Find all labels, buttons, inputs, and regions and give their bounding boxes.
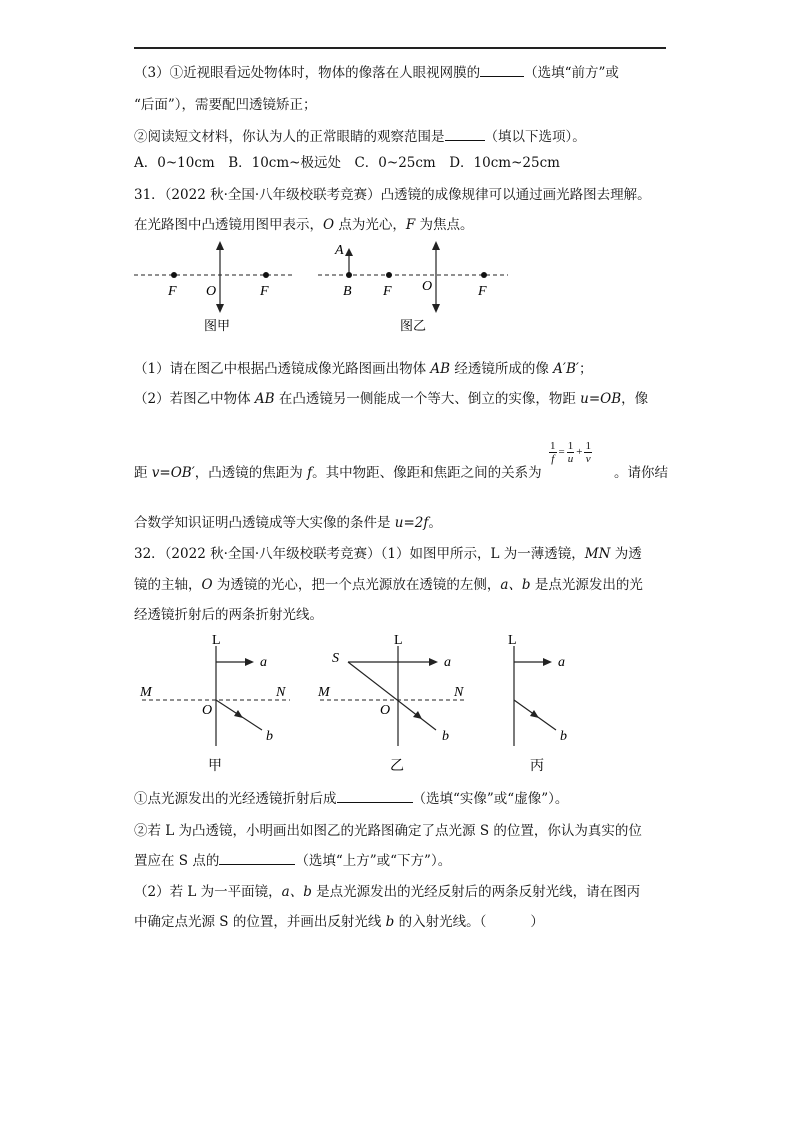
q30-answer-blank-2[interactable] bbox=[445, 128, 485, 141]
label-O: O bbox=[206, 284, 217, 299]
q31-p2-l2-text3: 。其中物距、像距和焦距之间的关系为 bbox=[312, 465, 542, 481]
q31-part2-line2 bbox=[134, 464, 542, 482]
q32-figure-jia bbox=[134, 630, 304, 780]
label-O: O bbox=[380, 703, 391, 718]
q31-figure-yi bbox=[318, 238, 518, 338]
lens-arrow-up-icon bbox=[432, 241, 440, 250]
formula-num-f: 1 bbox=[550, 440, 556, 452]
q32-p2-l2-close: ） bbox=[530, 914, 544, 930]
q32-intro3-text: 经透镜折射后的两条折射光线。 bbox=[134, 607, 323, 623]
label-B: B bbox=[343, 284, 352, 299]
q32-sub2-line1 bbox=[134, 822, 642, 840]
q32-s2-prefix: 置应在 S 点的 bbox=[134, 853, 220, 869]
q32-part2-line2 bbox=[134, 913, 544, 931]
q31-p1-image: A′B′ bbox=[553, 361, 579, 377]
focus-point-left bbox=[386, 272, 392, 278]
q32-p2-b: b bbox=[385, 914, 395, 930]
q32-answer-blank-2[interactable] bbox=[219, 852, 295, 865]
lens-arrow-up-icon bbox=[216, 241, 224, 250]
formula-den-u: u bbox=[567, 453, 574, 465]
q32-intro-line2 bbox=[134, 576, 643, 594]
q31-p2-u: u=OB bbox=[580, 391, 622, 407]
caption-bing: 丙 bbox=[530, 759, 544, 774]
q31-intro-line1 bbox=[134, 186, 651, 204]
q32-title: 32．（2022 秋·全国·八年级校联考竞赛）（1）如图甲所示，L 为一薄透镜， bbox=[134, 546, 585, 562]
q31-p1-AB: AB bbox=[430, 361, 451, 377]
q32-intro2-text2: 为透镜的光心，把一个点光源放在透镜的左侧， bbox=[212, 577, 501, 593]
q32-answer-blank-1[interactable] bbox=[337, 790, 413, 803]
q31-part2-line3 bbox=[134, 514, 442, 532]
q31-intro-text2: 点为光心， bbox=[334, 217, 406, 233]
lens-arrow-down-icon bbox=[432, 304, 440, 313]
q30-part3-line1 bbox=[134, 64, 619, 82]
label-a: a bbox=[260, 655, 267, 670]
q31-p2-f: f bbox=[307, 465, 313, 481]
q32-intro-line1 bbox=[134, 545, 642, 563]
ray-b bbox=[348, 662, 436, 730]
formula-plus: + bbox=[576, 446, 583, 459]
q30-part3-choice: （选填“前方”或 bbox=[524, 65, 619, 81]
q30-part3b-choice: （填以下选项）。 bbox=[484, 129, 586, 145]
q31-intro-text: 在光路图中凸透镜用图甲表示， bbox=[134, 217, 323, 233]
caption-jia: 图甲 bbox=[204, 318, 231, 333]
q32-p2-text: （2）若 L 为一平面镜， bbox=[134, 884, 282, 900]
focus-point-right bbox=[263, 272, 269, 278]
q31-p1-text2: 经透镜所成的像 bbox=[450, 361, 554, 377]
q31-p2-l3-text: 合数学知识证明凸透镜成等大实像的条件是 bbox=[134, 515, 395, 531]
q30-options-text: A．0~10cm B．10cm~极远处 C．0~25cm D．10cm~25cm bbox=[134, 155, 560, 171]
q31-p2-l2-text: 距 bbox=[134, 465, 152, 481]
formula-num-u: 1 bbox=[567, 440, 574, 452]
focus-point-left bbox=[171, 272, 177, 278]
q31-title: 31．（2022 秋·全国·八年级校联考竞赛）凸透镜的成像规律可以通过画光路图去理解。 bbox=[134, 187, 651, 203]
formula-den-f: f bbox=[551, 453, 555, 465]
caption-yi: 图乙 bbox=[400, 318, 427, 333]
q32-s1-text: ①点光源发出的光经透镜折射后成 bbox=[134, 791, 337, 807]
label-a: a bbox=[444, 655, 451, 670]
q31-p1-text: （1）请在图乙中根据凸透镜成像光路图画出物体 bbox=[134, 361, 431, 377]
q32-part2-line1 bbox=[134, 883, 640, 901]
q31-part2-line1 bbox=[134, 390, 648, 408]
q32-ab: a、b bbox=[500, 577, 531, 593]
lens-arrow-down-icon bbox=[216, 304, 224, 313]
caption-yi: 乙 bbox=[390, 759, 404, 774]
q31-p2-AB: AB bbox=[254, 391, 275, 407]
q32-intro-end: 为透 bbox=[610, 546, 642, 562]
q31-p2-l3-end: 。 bbox=[428, 515, 442, 531]
caption-jia: 甲 bbox=[208, 759, 222, 774]
q31-intro-text3: 为焦点。 bbox=[415, 217, 474, 233]
q30-part3-text: （3）①近视眼看远处物体时，物体的像落在人眼视网膜的 bbox=[134, 65, 481, 81]
label-S: S bbox=[332, 651, 339, 666]
q32-intro2-text: 镜的主轴， bbox=[134, 577, 202, 593]
q31-p2-text3: ，像 bbox=[621, 391, 649, 407]
ray-b-arrow-icon bbox=[413, 711, 422, 719]
q30-part3b-text: ②阅读短文材料，你认为人的正常眼睛的观察范围是 bbox=[134, 129, 445, 145]
ray-a-arrow-icon bbox=[245, 658, 254, 666]
formula-num-v: 1 bbox=[585, 440, 591, 452]
label-N: N bbox=[454, 685, 464, 700]
q31-intro-F: F bbox=[405, 217, 416, 233]
q32-figure-yi bbox=[314, 630, 484, 780]
label-A: A bbox=[335, 243, 344, 258]
q32-p2-ab: a、b bbox=[281, 884, 312, 900]
label-F-right: F bbox=[478, 284, 487, 299]
q30-part3-line3 bbox=[134, 128, 586, 146]
point-B bbox=[346, 272, 352, 278]
header-rule bbox=[134, 47, 666, 49]
label-O: O bbox=[202, 703, 213, 718]
ray-a-arrow-icon bbox=[429, 658, 438, 666]
label-O: O bbox=[422, 279, 433, 294]
label-b: b bbox=[266, 729, 273, 744]
label-M: M bbox=[318, 685, 330, 700]
lens-formula bbox=[547, 440, 594, 465]
q31-intro-O: O bbox=[323, 217, 335, 233]
q30-part3-line2 bbox=[134, 96, 317, 114]
q31-p2-l2-end: 。请你结 bbox=[614, 465, 668, 481]
label-b: b bbox=[442, 729, 449, 744]
q32-s2-text: ②若 L 为凸透镜，小明画出如图乙的光路图确定了点光源 S 的位置，你认为真实的位 bbox=[134, 823, 642, 839]
q31-part1 bbox=[134, 360, 592, 378]
label-b: b bbox=[560, 729, 567, 744]
label-F-left: F bbox=[168, 284, 177, 299]
q30-options bbox=[134, 154, 560, 172]
q32-p2-text2: 是点光源发出的光经反射后的两条反射光线，请在图丙 bbox=[311, 884, 641, 900]
q32-MN: MN bbox=[584, 546, 611, 562]
label-L: L bbox=[394, 633, 403, 648]
q32-p2-l2-open: 的入射光线。（ bbox=[394, 914, 487, 930]
q31-part2-line2-end bbox=[614, 464, 668, 482]
focus-point-right bbox=[481, 272, 487, 278]
q30-part3-cont: “后面”），需要配凹透镜矫正； bbox=[134, 97, 317, 113]
label-L: L bbox=[508, 633, 517, 648]
q32-figure-bing bbox=[494, 630, 604, 780]
q32-intro-line3 bbox=[134, 606, 323, 624]
q31-p2-l2-text2: ，凸透镜的焦距为 bbox=[194, 465, 308, 481]
q32-sub2-line2 bbox=[134, 852, 451, 870]
q32-O: O bbox=[201, 577, 213, 593]
label-a: a bbox=[558, 655, 565, 670]
label-F-left: F bbox=[383, 284, 392, 299]
q31-intro-line2 bbox=[134, 216, 474, 234]
formula-den-v: v bbox=[585, 453, 591, 465]
formula-equals: = bbox=[558, 446, 565, 459]
q31-p2-text2: 在凸透镜另一侧能成一个等大、倒立的实像，物距 bbox=[274, 391, 581, 407]
label-M: M bbox=[140, 685, 152, 700]
q31-p2-condition: u=2f bbox=[394, 515, 429, 531]
ray-a-arrow-icon bbox=[543, 658, 552, 666]
label-F-right: F bbox=[260, 284, 269, 299]
object-arrow-icon bbox=[345, 248, 353, 256]
ray-b-arrow-icon bbox=[234, 710, 243, 718]
q30-answer-blank-1[interactable] bbox=[480, 64, 524, 77]
q31-p2-v: v=OB′ bbox=[151, 465, 195, 481]
q32-intro2-text3: 是点光源发出的光 bbox=[530, 577, 643, 593]
label-L: L bbox=[212, 633, 221, 648]
q32-s1-choice: （选填“实像”或“虚像”）。 bbox=[412, 791, 569, 807]
q31-p2-text: （2）若图乙中物体 bbox=[134, 391, 255, 407]
q31-p1-end: ； bbox=[578, 361, 593, 377]
q32-p2-l2-text: 中确定点光源 S 的位置，并画出反射光线 bbox=[134, 914, 386, 930]
ray-b-arrow-icon bbox=[530, 710, 539, 718]
q32-sub1 bbox=[134, 790, 568, 808]
label-N: N bbox=[276, 685, 286, 700]
q32-s2-choice: （选填“上方”或“下方”）。 bbox=[295, 853, 452, 869]
q31-figure-jia bbox=[134, 238, 304, 338]
